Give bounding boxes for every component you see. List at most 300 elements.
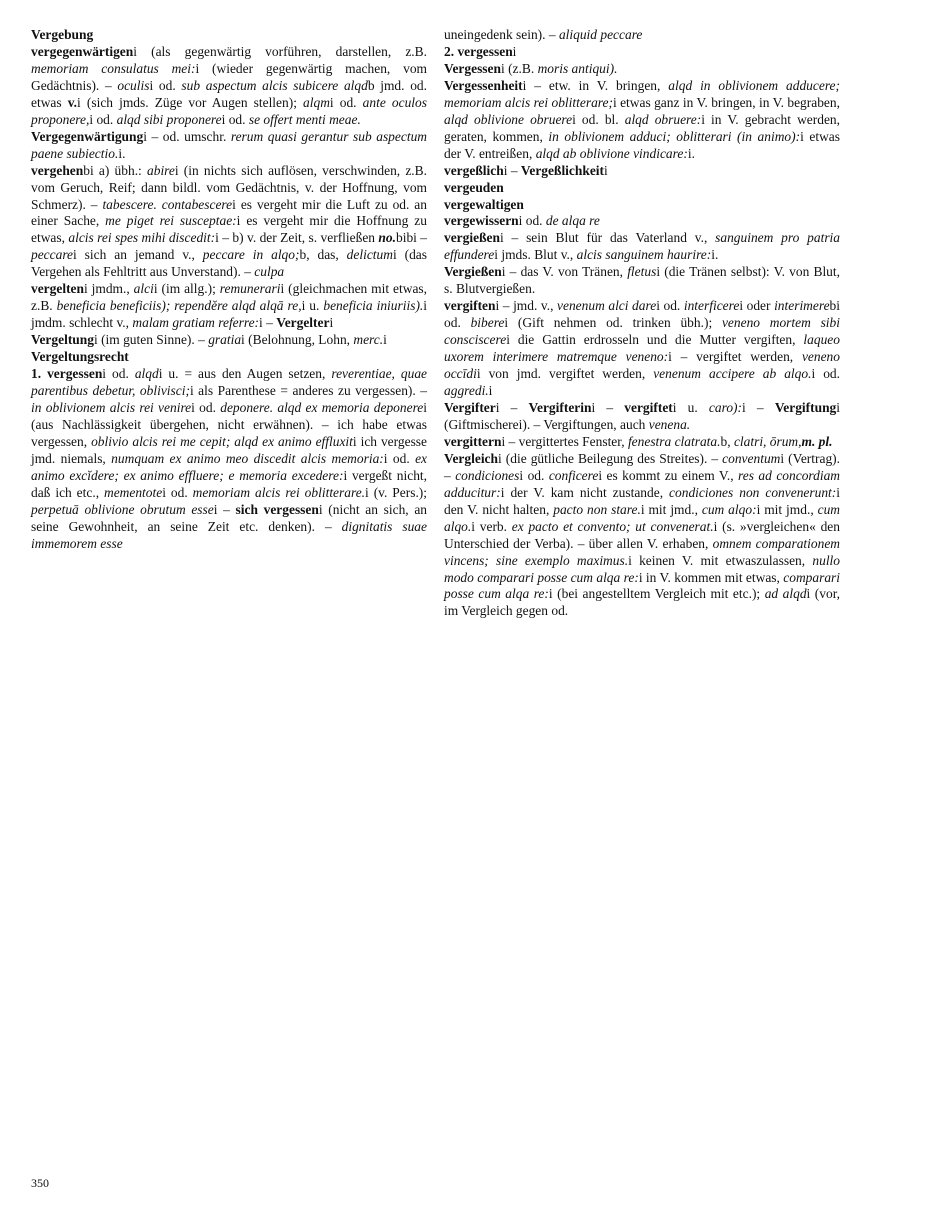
entry-text: i (494, 247, 498, 263)
latin-text: interimere (774, 298, 830, 314)
entry-text: i (503, 162, 508, 178)
entry-text: i (383, 332, 387, 348)
entry-text: i (102, 366, 107, 382)
headword: Vergessenheit (444, 77, 523, 93)
latin-text: peccare (31, 247, 74, 263)
latin-text: remunerari (219, 281, 281, 297)
latin-text: peccare in alqo; (202, 247, 300, 263)
entry-text: i (687, 145, 692, 161)
entry-text: (Gift nehmen od. trinken übh.); (508, 315, 722, 331)
latin-text: caro): (708, 399, 743, 415)
headword: Vergeltung (31, 332, 94, 348)
latin-text: alqd oblivione obruere (444, 111, 573, 127)
entry-text: i (488, 383, 493, 399)
entry-text: i (548, 586, 553, 602)
headword: Vergleich (444, 450, 498, 466)
entry-text: . (122, 145, 126, 161)
entry-text: i (591, 399, 596, 415)
entry-text: – (507, 162, 521, 178)
entry-text: i (628, 552, 632, 568)
latin-text: deponere. alqd ex memoria deponere (220, 399, 424, 415)
latin-text: alci (133, 281, 154, 297)
entry-text: i (83, 281, 88, 297)
dictionary-entry (31, 129, 427, 163)
headword: Vergebung (31, 27, 94, 42)
latin-text: alqd ab oblivione vindicare: (535, 145, 688, 161)
entry-text: (im allg.); (157, 281, 220, 297)
entry-text: i (656, 298, 660, 314)
entry-text: bi (83, 162, 94, 178)
headword: vergiftet (624, 399, 673, 415)
entry-text: i (522, 77, 527, 93)
entry-text: es kommt zu einem V., (602, 467, 739, 483)
entry-text: od. (106, 366, 135, 382)
latin-text: dignitatis suae immemorem esse (31, 518, 427, 551)
entry-text: (wieder gegenwärtig machen, vom Gedächtnis). – (31, 60, 427, 93)
entry-text: i (713, 518, 718, 534)
entry-text: i (506, 332, 510, 348)
latin-text: alcis sanguinem haurire: (576, 247, 712, 263)
entry-text: – (745, 399, 775, 415)
grammar-label: m. pl. (801, 433, 833, 449)
entry-text: (Vertrag). – (444, 450, 840, 483)
latin-text: veneno occīdi (444, 349, 840, 382)
latin-text: interficere (683, 298, 740, 314)
entry-text: (z.B. (504, 60, 538, 76)
entry-text: i (739, 298, 744, 314)
latin-text: alqm (303, 94, 330, 110)
entry-text: i (756, 501, 761, 517)
entry-text: – b) v. der Zeit, s. verfließen (218, 230, 379, 246)
dictionary-entry (31, 332, 427, 349)
dictionary-entry (444, 230, 840, 264)
latin-text: sanguinem pro patria effundere (444, 230, 840, 263)
latin-text: fenestra clatrata. (627, 433, 721, 449)
entry-text: i (118, 145, 123, 161)
entry-text: od. (194, 399, 221, 415)
entry-text: i (701, 111, 705, 127)
entry-text: i (241, 332, 245, 348)
headword: Vergifter (444, 399, 496, 415)
entry-text: od. (333, 94, 363, 110)
latin-text: mementote (104, 484, 163, 500)
headword: Vergeltungsrecht (31, 349, 129, 365)
entry-text: (s. »vergleichen« den Unterschied der Verba). – über allen V. erhaben, (444, 518, 840, 551)
entry-text: i (672, 399, 677, 415)
headword: Vergelter (276, 315, 330, 331)
page-number: 350 (31, 1176, 49, 1190)
entry-text: od. (225, 111, 249, 127)
entry-text: (sich jmds. Züge vor Augen stellen); (80, 94, 304, 110)
entry-text: i (499, 230, 504, 246)
latin-text: aggredi. (444, 383, 489, 399)
latin-text: me piget rei susceptae: (105, 213, 237, 229)
entry-text: i (153, 281, 158, 297)
dictionary-entry (31, 349, 427, 366)
entry-text: u. (305, 298, 324, 314)
entry-text: i (236, 213, 241, 229)
latin-text: ante oculos proponere, (31, 94, 427, 127)
entry-text: , das, (306, 247, 347, 263)
entry-text: i (806, 586, 811, 602)
entry-text: i (640, 501, 645, 517)
headword: vergeßlich (444, 162, 504, 178)
entry-text: i (780, 450, 785, 466)
entry-text: i (471, 518, 475, 534)
latin-text: alqd sibi proponere (116, 111, 222, 127)
entry-text: i (572, 111, 576, 127)
entry-text: i (519, 467, 524, 483)
entry-text: jmdm., (87, 281, 134, 297)
entry-text: b (406, 230, 414, 246)
entry-text: jmd. od. etwas (31, 77, 427, 110)
dictionary-entry (444, 434, 840, 451)
entry-text: (aus Nachlässigkeit übergehen, nicht erwähnen). – ich habe etwas vergessen, (31, 416, 427, 449)
dictionary-entry (444, 197, 840, 214)
entry-text: i (301, 298, 306, 314)
latin-text: moris antiqui). (537, 60, 618, 76)
latin-text: ad alqd (764, 586, 807, 602)
entry-text: i (77, 94, 81, 110)
entry-text: i (318, 501, 323, 517)
dictionary-entry (31, 366, 427, 552)
entry-text: ich vergesse jmd. niemals, (31, 433, 427, 466)
entry-text: mit jmd., (644, 501, 702, 517)
latin-text: nullo modo comparari posse cum alqa re: (444, 552, 840, 585)
entry-text: – etw. in V. bringen, (526, 77, 669, 93)
latin-text: memoriam alcis rei oblitterare. (192, 484, 366, 500)
entry-text: die Gattin erdrosseln und die Mutter vergiften, (509, 332, 804, 348)
dictionary-entry (31, 281, 427, 332)
entry-text: i (800, 128, 804, 144)
entry-text: od. (387, 450, 416, 466)
entry-text: i (423, 298, 428, 314)
entry-text: es vergeht mir die Luft zu od. an einer Sache, (31, 196, 427, 229)
entry-text: b (299, 247, 307, 263)
headword: vergeuden (444, 179, 504, 195)
entry-text: i (73, 247, 77, 263)
latin-text: conventum (722, 450, 781, 466)
entry-text: den V. nicht halten, (444, 501, 554, 517)
entry-text: – jmd. v., (499, 298, 558, 314)
headword: vergiften (444, 298, 496, 314)
entry-text: . (691, 145, 695, 161)
entry-text: i (504, 315, 509, 331)
entry-text: i (365, 484, 369, 500)
dictionary-entry (444, 61, 840, 78)
entry-text: i (93, 332, 98, 348)
entry-text: , (727, 433, 734, 449)
entry-text: (v. Pers.); (368, 484, 428, 500)
headword: Vergießen (444, 264, 502, 280)
latin-text: reverentiae, quae parentibus debetur, oblivisci; (31, 366, 427, 399)
dictionary-entry (444, 400, 840, 434)
entry-text: jmdm. schlecht v., (31, 315, 133, 331)
entry-text: i (383, 450, 388, 466)
entry-text: es vergeht mir die Hoffnung zu etwas, (31, 213, 427, 246)
entry-text: i (604, 162, 608, 178)
entry-text: i (259, 315, 263, 331)
headword: vergelten (31, 281, 84, 297)
latin-text: in oblivionem adduci; oblitterari (in animo): (548, 128, 801, 144)
dictionary-entry (444, 298, 840, 400)
entry-text: i (189, 383, 194, 399)
headword: Vergifterin (528, 399, 592, 415)
entry-text: i (836, 298, 840, 314)
entry-text: i (500, 60, 505, 76)
latin-text: ex pacto et convento; ut convenerat. (511, 518, 714, 534)
entry-text: (nicht an sich, an seine Gewohnheit, an seine Zeit etc. denken). – (31, 501, 428, 534)
entry-text: uneingedenk sein). – (444, 27, 559, 42)
entry-text: i (656, 264, 661, 280)
entry-text: vergeßt nicht, daß ich etc., (31, 467, 428, 500)
headword: 1. vergessen (31, 366, 103, 382)
entry-text: i (498, 450, 502, 466)
entry-text: – (595, 399, 625, 415)
entry-text: – (499, 399, 529, 415)
latin-text: numquam ex animo meo discedit alcis memoria: (111, 450, 384, 466)
entry-text: i (221, 111, 226, 127)
entry-text: – vergiftet werden, (671, 349, 802, 365)
latin-text: oculis (117, 77, 150, 93)
entry-text: od. (165, 484, 193, 500)
entry-text: i (143, 128, 147, 144)
entry-text: i (343, 467, 348, 483)
entry-text: od. (659, 298, 684, 314)
entry-text: i (215, 230, 219, 246)
latin-text: comparari posse cum alqa re: (444, 569, 841, 602)
entry-text: in V. gebracht werden, geraten, kommen, (444, 111, 840, 144)
headword: Vergessen (444, 60, 501, 76)
entry-text: (gleichmachen mit etwas, z.B. (31, 281, 427, 314)
dictionary-entry (31, 44, 427, 129)
dictionary-entry (31, 27, 427, 44)
entry-text: i (423, 399, 427, 415)
entry-text: b (829, 298, 837, 314)
entry-text: etwas der V. entreißen, (444, 128, 840, 161)
dictionary-entry (444, 213, 840, 230)
entry-text: od. (523, 467, 549, 483)
latin-text: alcis rei spes mihi discedit: (68, 230, 216, 246)
entry-text: a) übh.: (93, 162, 147, 178)
headword: vergegenwärtigen (31, 43, 134, 59)
entry-text: – (416, 230, 428, 246)
entry-text: i (89, 111, 94, 127)
grammar-label: no. (378, 230, 396, 246)
dictionary-entry (444, 27, 840, 44)
latin-text: delictum (346, 247, 393, 263)
latin-text: perpetuā oblivione obrutum esse (31, 501, 214, 517)
headword: vergittern (444, 433, 502, 449)
entry-text: i (836, 484, 840, 500)
headword: vergewaltigen (444, 196, 524, 212)
latin-text: in oblivionem alcis rei venire (31, 399, 192, 415)
dictionary-entry (444, 78, 840, 163)
entry-text: als Parenthese = anderes zu vergessen). – (193, 383, 427, 399)
latin-text: venenum accipere ab alqo. (653, 366, 812, 382)
latin-text: fletus (627, 264, 657, 280)
entry-text: i (500, 484, 505, 500)
latin-text: clatri, ōrum, (733, 433, 802, 449)
headword: vergewissern (444, 213, 519, 229)
entry-text: – das V. von Tränen, (505, 264, 628, 280)
entry-text: i (598, 467, 603, 483)
entry-text: etwas ganz in V. bringen, in V. begraben, (616, 94, 840, 110)
entry-text: i (811, 366, 816, 382)
headword: Vergiftung (774, 399, 837, 415)
entry-text: i (174, 162, 179, 178)
entry-text: (die Tränen selbst): V. von Blut, s. Blutvergießen. (444, 264, 840, 297)
entry-text: u. (676, 399, 709, 415)
entry-text: (Giftmischerei). – Vergiftungen, auch (444, 416, 649, 432)
latin-text: malam gratiam referre: (132, 315, 260, 331)
latin-text: beneficia iniuriis). (323, 298, 424, 314)
latin-text: laqueo uxorem interimere matremque veneno: (444, 332, 840, 365)
dictionary-entry (444, 180, 840, 197)
entry-text: i (668, 349, 672, 365)
entry-text: sich an jemand v., (76, 247, 203, 263)
latin-text: oblivio alcis rei me cepit; alqd ex animo effluxit (91, 433, 353, 449)
entry-text: b (720, 433, 728, 449)
entry-text: (im guten Sinne). – (97, 332, 209, 348)
latin-text: conficere (548, 467, 599, 483)
latin-text: rerum quasi gerantur sub aspectum paene subiectio. (31, 128, 427, 161)
entry-text: in V. kommen mit etwas, (642, 569, 784, 585)
entry-text: i (149, 77, 154, 93)
entry-text: i (280, 281, 285, 297)
entry-text: b (367, 77, 375, 93)
entry-text: bi (395, 230, 407, 246)
entry-text: der V. kam nicht zustande, (504, 484, 670, 500)
entry-text: (in nichts sich auflösen, verschwinden, z.B. vom Geruch, Reif; dann bildl. vom Gedächtnis, v. der Hoffnung, vom Schmerz). – (31, 162, 427, 212)
latin-text: veneno mortem sibi consciscere (444, 315, 840, 348)
latin-text: de alqa re (545, 213, 600, 229)
entry-text: i (501, 433, 506, 449)
entry-text: i (501, 264, 506, 280)
latin-text: res ad concordiam adducitur: (444, 467, 841, 500)
entry-text: mit jmd., (760, 501, 818, 517)
entry-text: (bei angestelltem Vergleich mit etc.); (552, 586, 765, 602)
entry-text: od. (93, 111, 117, 127)
latin-text: condiciones (455, 467, 520, 483)
entry-text: – (262, 315, 277, 331)
entry-text: i (711, 247, 715, 263)
entry-text: (das Vergehen als Fehltritt aus Unverstand). – (31, 247, 427, 280)
headword: Vergegenwärtigung (31, 128, 144, 144)
entry-text: i (133, 43, 137, 59)
right-column (444, 27, 840, 620)
entry-text: i (495, 298, 500, 314)
latin-text: alqd obruere: (624, 111, 702, 127)
latin-text: condiciones non convenerunt: (669, 484, 837, 500)
entry-text: i (392, 247, 397, 263)
latin-text: cum alqo: (701, 501, 757, 517)
entry-text: i (213, 501, 218, 517)
latin-text: memoriam consulatus mei: (31, 60, 196, 76)
entry-text: i (512, 43, 517, 59)
headword: v. (67, 94, 78, 110)
dictionary-entry (444, 163, 840, 180)
entry-text: (Belohnung, Lohn, (244, 332, 354, 348)
latin-text: beneficia beneficiis); rependĕre alqd alqā re, (56, 298, 302, 314)
entry-text: – vergittertes Fenster, (505, 433, 628, 449)
entry-text: – (217, 501, 236, 517)
latin-text: sub aspectum alcis subicere alqd (181, 77, 368, 93)
latin-text: alqd (134, 366, 159, 382)
entry-text: i (638, 569, 643, 585)
entry-text: – od. umschr. (146, 128, 231, 144)
entry-text: i (742, 399, 746, 415)
latin-text: pacto non stare. (553, 501, 641, 517)
entry-text: (als gegenwärtig vorführen, darstellen, z.B. (136, 43, 427, 59)
entry-text: . (715, 247, 719, 263)
latin-text: merc. (353, 332, 384, 348)
headword: vergehen (31, 162, 84, 178)
entry-text: oder (743, 298, 775, 314)
headword: 2. vergessen (444, 43, 513, 59)
entry-text: i (495, 399, 500, 415)
latin-text: omnem comparationem vincens; sine exemplo maximus. (444, 535, 841, 568)
entry-text: i (191, 399, 195, 415)
entry-text: i (329, 94, 334, 110)
latin-text: aliquid peccare (558, 27, 643, 42)
headword: sich vergessen (235, 501, 319, 517)
latin-text: se offert menti meae. (248, 111, 361, 127)
entry-text: (vor, im Vergleich gegen od. (444, 586, 841, 619)
latin-text: alqd in oblivionem adducere; memoriam alcis rei oblitterare; (444, 77, 840, 110)
entry-text: (die gütliche Beilegung des Streites). – (501, 450, 723, 466)
entry-text: von jmd. vergiftet werden, (480, 366, 654, 382)
headword: vergießen (444, 230, 500, 246)
entry-text: i (836, 399, 841, 415)
latin-text: culpa (254, 264, 285, 280)
latin-text: bibere (470, 315, 505, 331)
latin-text: abire (147, 162, 175, 178)
entry-text: i (518, 213, 523, 229)
entry-text: verb. (474, 518, 512, 534)
dictionary-entry (444, 44, 840, 61)
latin-text: ex animo excĭdere; ex animo effluere; e memoria excedere: (31, 450, 427, 483)
entry-text: od. (815, 366, 840, 382)
latin-text: gratia (208, 332, 242, 348)
entry-text: od. (153, 77, 182, 93)
left-column (31, 27, 427, 553)
entry-text: – sein Blut für das Vaterland v., (503, 230, 716, 246)
latin-text: venenum alci dare (557, 298, 657, 314)
dictionary-entry (444, 264, 840, 298)
entry-text: keinen V. mit etwaszulassen, (631, 552, 813, 568)
entry-text: od. bl. (575, 111, 625, 127)
entry-text: i (612, 94, 617, 110)
entry-text: i (352, 433, 357, 449)
entry-text: i (195, 60, 200, 76)
entry-text: u. = aus den Augen setzen, (162, 366, 332, 382)
latin-text: tabescere. contabescere (102, 196, 233, 212)
entry-text: i (329, 315, 334, 331)
entry-text: i (476, 366, 481, 382)
entry-text: i (232, 196, 236, 212)
dictionary-entry (444, 451, 840, 621)
latin-text: venena. (648, 416, 691, 432)
entry-text: i (158, 366, 163, 382)
entry-text: od. (444, 315, 471, 331)
entry-text: jmds. Blut v., (497, 247, 577, 263)
entry-text: i (162, 484, 166, 500)
dictionary-entry (31, 163, 427, 282)
latin-text: cum alqo. (444, 501, 840, 534)
entry-text: od. (522, 213, 546, 229)
headword: Vergeßlichkeit (520, 162, 604, 178)
